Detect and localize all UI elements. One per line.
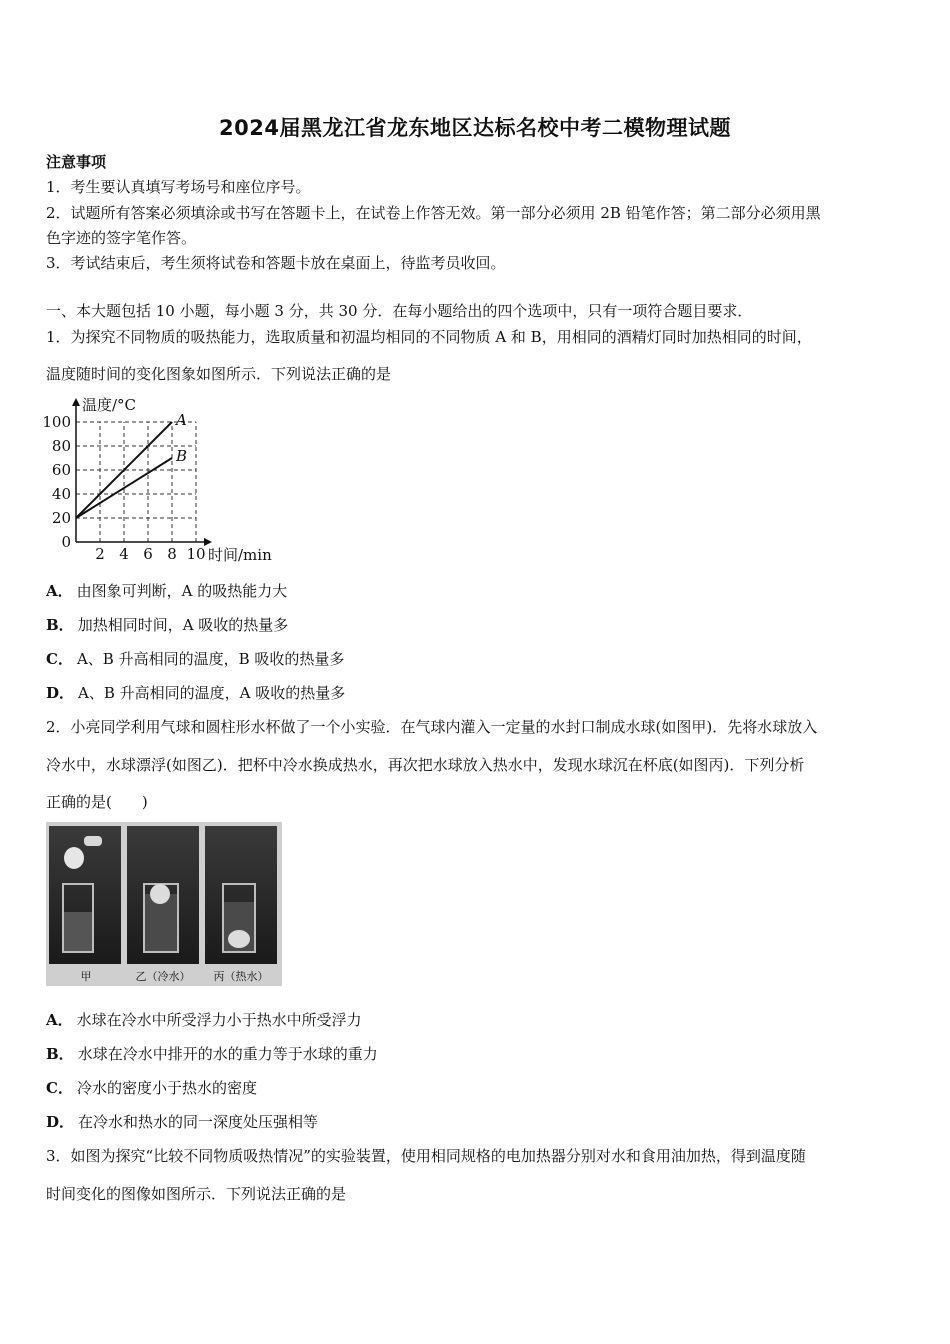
option-key: C． xyxy=(46,650,73,668)
y-tick-label: 100 xyxy=(42,413,71,431)
notice-line: 2．试题所有答案必须填涂或书写在答题卡上，在试卷上作答无效。第一部分必须用 2B 铅笔作答；第二部分必须用黑 xyxy=(46,204,821,222)
option-text: 水球在冷水中排开的水的重力等于水球的重力 xyxy=(77,1045,378,1063)
series-line-b xyxy=(76,458,172,518)
option-key: B． xyxy=(46,616,74,634)
y-tick-label: 80 xyxy=(51,437,71,455)
q1-option-d[interactable] xyxy=(46,683,345,703)
q1-option-b[interactable] xyxy=(46,615,288,635)
x-tick-label: 10 xyxy=(186,545,206,563)
notice-line: 3．考试结束后，考生须将试卷和答题卡放在桌面上，待监考员收回。 xyxy=(46,254,506,272)
question-2-text: 2．小亮同学利用气球和圆柱形水杯做了一个小实验．在气球内灌入一定量的水封口制成水球(如图甲)．先将水球放入 xyxy=(46,718,818,736)
y-axis-label: 温度/°C xyxy=(82,396,137,414)
x-tick-label: 4 xyxy=(119,545,129,563)
y-axis-arrow xyxy=(72,398,80,406)
temperature-time-chart xyxy=(40,392,290,572)
q2-option-b[interactable] xyxy=(46,1044,378,1064)
notice-line: 色字迹的签字笔作答。 xyxy=(46,229,197,247)
q1-option-a[interactable] xyxy=(46,581,287,601)
option-text: A、B 升高相同的温度，A 吸收的热量多 xyxy=(78,684,346,702)
question-2-text: 正确的是( ) xyxy=(46,793,148,811)
option-text: 在冷水和热水的同一深度处压强相等 xyxy=(78,1113,319,1131)
option-key: D． xyxy=(46,684,75,702)
y-tick-label: 60 xyxy=(51,461,71,479)
q2-option-d[interactable] xyxy=(46,1112,318,1132)
option-text: A、B 升高相同的温度，B 吸收的热量多 xyxy=(76,650,345,668)
q2-option-c[interactable] xyxy=(46,1078,257,1098)
page-title: 2024届黑龙江省龙东地区达标名校中考二模物理试题 xyxy=(219,116,731,140)
option-key: B． xyxy=(46,1045,74,1063)
question-3-text: 时间变化的图像如图所示．下列说法正确的是 xyxy=(46,1185,347,1203)
notice-heading: 注意事项 xyxy=(46,153,107,171)
series-label-a: A xyxy=(176,411,187,429)
x-tick-label: 2 xyxy=(95,545,105,563)
option-text: 由图象可判断，A 的吸热能力大 xyxy=(76,582,288,600)
notice-line: 1．考生要认真填写考场号和座位序号。 xyxy=(46,178,311,196)
option-text: 水球在冷水中所受浮力小于热水中所受浮力 xyxy=(76,1011,362,1029)
question-1-text: 温度随时间的变化图象如图所示．下列说法正确的是 xyxy=(46,365,392,383)
photo-caption: 乙（冷水） xyxy=(135,970,191,983)
y-tick-label: 40 xyxy=(51,485,71,503)
photo-caption: 甲 xyxy=(80,970,92,983)
x-tick-label: 8 xyxy=(167,545,177,563)
question-2-text: 冷水中，水球漂浮(如图乙)．把杯中冷水换成热水，再次把水球放入热水中，发现水球沉在杯底(如图丙)．下列分析 xyxy=(46,756,805,774)
x-axis-label: 时间/min xyxy=(208,546,272,564)
option-text: 加热相同时间，A 吸收的热量多 xyxy=(77,616,289,634)
x-tick-label: 6 xyxy=(143,545,153,563)
option-key: C． xyxy=(46,1079,73,1097)
q2-option-a[interactable] xyxy=(46,1010,362,1030)
y-tick-label: 0 xyxy=(61,533,71,551)
question-1-text: 1．为探究不同物质的吸热能力，选取质量和初温均相同的不同物质 A 和 B，用相同的酒精灯同时加热相同的时间， xyxy=(46,328,812,346)
q1-option-c[interactable] xyxy=(46,649,344,669)
series-label-b: B xyxy=(176,447,188,465)
option-key: D． xyxy=(46,1113,75,1131)
section-heading: 一、本大题包括 10 小题，每小题 3 分，共 30 分．在每小题给出的四个选项中，只有一项符合题目要求． xyxy=(46,302,753,320)
option-key: A． xyxy=(46,582,73,600)
y-tick-label: 20 xyxy=(51,509,71,527)
option-text: 冷水的密度小于热水的密度 xyxy=(76,1079,257,1097)
question-3-text: 3．如图为探究“比较不同物质吸热情况”的实验装置，使用相同规格的电加热器分别对水和食用油加热，得到温度随 xyxy=(46,1147,806,1165)
option-key: A． xyxy=(46,1011,73,1029)
water-balloon-photo xyxy=(46,822,282,986)
photo-caption: 丙（热水） xyxy=(213,970,269,983)
